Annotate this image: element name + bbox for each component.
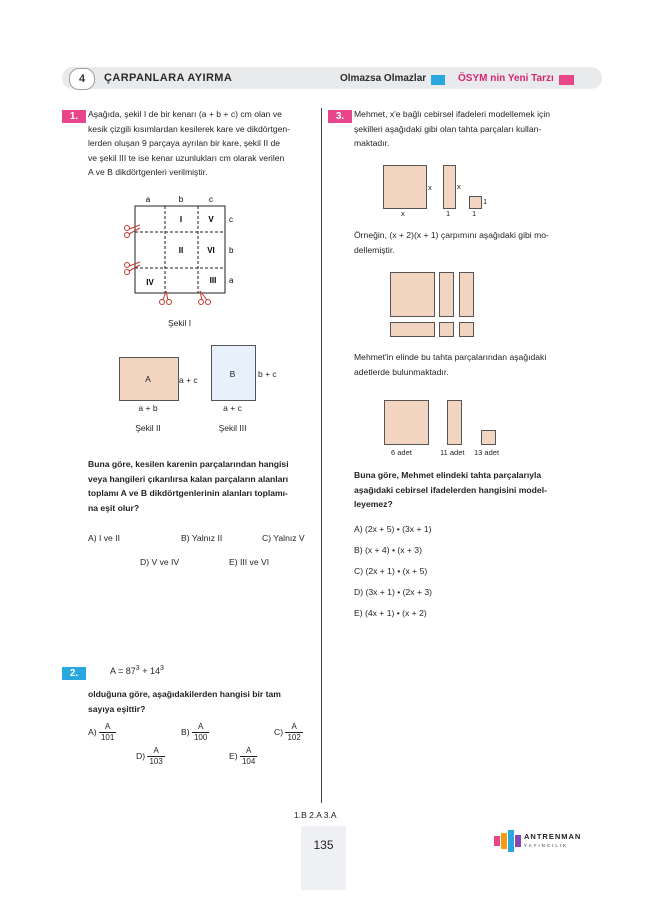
- q3-option-e[interactable]: E) (4x + 1) • (x + 2): [354, 608, 427, 618]
- question-1-number: 1.: [62, 110, 86, 123]
- header-pink-square: [559, 75, 574, 85]
- rectangle-B-side: b + c: [258, 369, 277, 379]
- fig1-side-label-b: b: [229, 246, 234, 255]
- header-blue-square: [431, 75, 445, 85]
- question-1-prompt: Buna göre, kesilen karenin parçalarından hangisi veya hangileri çıkarılırsa kalan parçaların alanları toplamı A ve B dikdörtgenlerinin alanları toplamı- na eşit olur?: [88, 459, 289, 513]
- q2-option-c[interactable]: C) $\frac{A}{102}$: [274, 722, 301, 742]
- tile-small-bottom-label: 1: [472, 209, 477, 218]
- tile-unit-square: [469, 196, 482, 209]
- q1-option-c[interactable]: C) Yalnız V: [262, 533, 305, 543]
- fig1-top-label-b: b: [178, 195, 184, 204]
- question-3-prompt: Buna göre, Mehmet elindeki tahta parçalarıyla aşağıdaki cebirsel ifadelerden hangisini model- leyemez?: [354, 470, 547, 509]
- fig1-piece-VI: VI: [207, 246, 215, 255]
- q2-option-a[interactable]: A) $\frac{A}{101}$: [88, 722, 115, 742]
- q3-option-b[interactable]: B) (x + 4) • (x + 3): [354, 545, 422, 555]
- scissors-icon: [125, 225, 141, 238]
- unit-number-badge: 4: [69, 68, 95, 90]
- q2-option-b[interactable]: B) $\frac{A}{100}$: [181, 722, 208, 742]
- model-x-squared: [390, 272, 435, 317]
- model-x-strip-horizontal: [390, 322, 435, 337]
- tile-small-side-label: 1: [483, 197, 488, 206]
- figure-1-cut-square: [118, 192, 248, 312]
- inventory-x-squared: [384, 400, 429, 445]
- header-tag-osym: ÖSYM nin Yeni Tarzı: [458, 73, 554, 84]
- question-2-equation: $A = 87^3 + 14^3$: [110, 665, 164, 676]
- fig1-caption: Şekil I: [168, 318, 192, 328]
- tile-strip-bottom-label: 1: [446, 209, 451, 218]
- question-2-prompt: olduğuna göre, aşağıdakilerden hangisi bir tam sayıya eşittir?: [88, 689, 281, 714]
- rectangle-B-label: B: [229, 369, 236, 379]
- q3-option-a[interactable]: A) (2x + 5) • (3x + 1): [354, 524, 432, 534]
- q1-option-b[interactable]: B) Yalnız II: [181, 533, 223, 543]
- fig1-side-label-a: a: [229, 276, 234, 285]
- question-3-inventory-text: Mehmet'in elinde bu tahta parçalarından aşağıdaki adetlerde bulunmaktadır.: [354, 352, 547, 377]
- fig1-top-label-a: a: [145, 195, 151, 204]
- question-2-number: 2.: [62, 667, 86, 680]
- page-number-box: [301, 826, 346, 890]
- rectangle-B-bottom: a + c: [223, 403, 242, 413]
- tile-x-squared: [383, 165, 427, 209]
- q1-option-d[interactable]: D) V ve IV: [140, 557, 180, 567]
- rectangle-A-label: A: [145, 374, 151, 384]
- tile-big-side-label: x: [428, 183, 432, 192]
- rectangle-A-side: a + c: [179, 375, 198, 385]
- q2-option-d[interactable]: D) $\frac{A}{103}$: [136, 746, 163, 766]
- fig3-caption: Şekil III: [218, 423, 247, 433]
- tile-strip-side-label: x: [457, 182, 461, 191]
- fig1-piece-III: III: [209, 276, 217, 285]
- fig1-piece-I: I: [179, 215, 183, 224]
- question-3-example-text: Örneğin, (x + 2)(x + 1) çarpımını aşağıdaki gibi mo- dellemiştir.: [354, 230, 549, 255]
- fig1-piece-IV: IV: [146, 278, 154, 287]
- answer-key: 1.B 2.A 3.A: [294, 810, 337, 820]
- column-divider: [321, 108, 322, 803]
- inventory-x-strip: [447, 400, 462, 445]
- model-x-strip: [459, 272, 474, 317]
- inventory-count-squares: 6 adet: [391, 448, 412, 457]
- inventory-unit-square: [481, 430, 496, 445]
- model-unit-square: [439, 322, 454, 337]
- rectangle-A-bottom: a + b: [138, 403, 158, 413]
- q3-option-d[interactable]: D) (3x + 1) • (2x + 3): [354, 587, 432, 597]
- question-1-text: Aşağıda, şekil I de bir kenarı (a + b + c) cm olan ve kesik çizgili kısımlardan kesilerek kare ve dikdörtgen- lerden oluşan 9 parçaya ayrılan bir kare, şekil II de ve şekil III te ise kenar uzunlukları cm olarak verilen A ve B dikdörtgenleri verilmiştir.: [88, 109, 291, 177]
- publisher-logo-icon: [494, 830, 522, 852]
- fig1-side-label-c: c: [229, 215, 233, 224]
- inventory-count-strips: 11 adet: [440, 448, 465, 457]
- publisher-logo-text: ANTRENMAN: [524, 832, 582, 841]
- question-3-number: 3.: [328, 110, 352, 123]
- inventory-count-units: 13 adet: [474, 448, 500, 457]
- tile-x-strip: [443, 165, 456, 209]
- q3-option-c[interactable]: C) (2x + 1) • (x + 5): [354, 566, 428, 576]
- fig1-piece-II: II: [178, 246, 184, 255]
- tile-big-bottom-label: x: [401, 209, 405, 218]
- q1-option-e[interactable]: E) III ve VI: [229, 557, 270, 567]
- q1-option-a[interactable]: A) I ve II: [88, 533, 120, 543]
- page-number: 135: [313, 838, 334, 852]
- q2-option-e[interactable]: E) $\frac{A}{104}$: [229, 746, 256, 766]
- model-unit-square: [459, 322, 474, 337]
- fig1-piece-V: V: [208, 215, 214, 224]
- question-3-text: Mehmet, x'e bağlı cebirsel ifadeleri modellemek için şekilleri aşağıdaki gibi olan tahta parçaları kullan- maktadır.: [354, 109, 551, 148]
- header-tag-olmazsa: Olmazsa Olmazlar: [340, 73, 427, 84]
- unit-title: ÇARPANLARA AYIRMA: [104, 72, 233, 84]
- fig1-top-label-c: c: [209, 195, 213, 204]
- model-x-strip: [439, 272, 454, 317]
- fig2-caption: Şekil II: [135, 423, 161, 433]
- publisher-logo-subtext: YAYINCILIK: [524, 843, 569, 848]
